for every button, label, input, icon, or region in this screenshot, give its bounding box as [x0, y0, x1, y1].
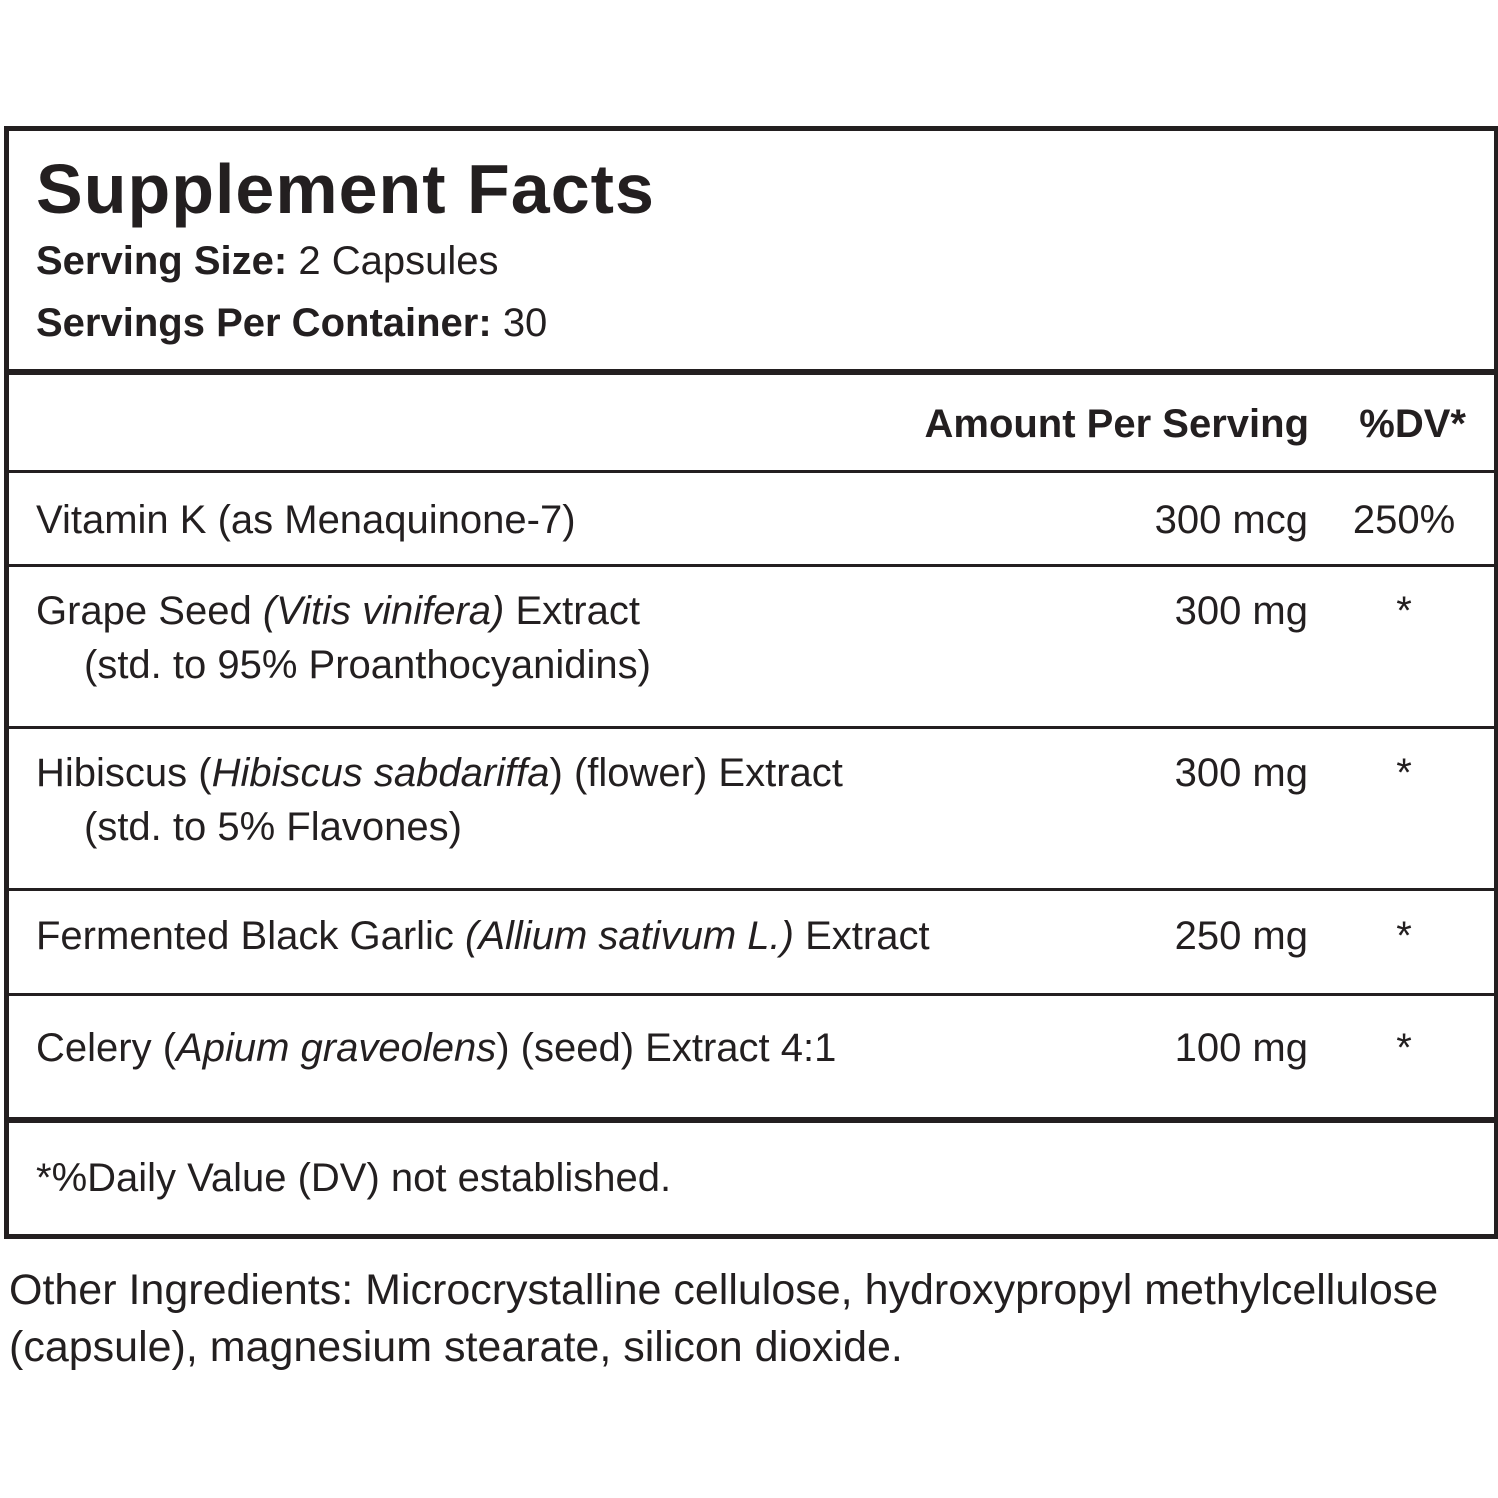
ingredient-standardization: (std. to 5% Flavones) — [84, 805, 462, 849]
ingredient-amount: 300 mg — [1174, 751, 1308, 795]
servings-per-container — [36, 301, 547, 346]
ingredient-standardization: (std. to 95% Proanthocyanidins) — [84, 643, 651, 687]
divider — [9, 470, 1494, 473]
dv-footnote: *%Daily Value (DV) not established. — [36, 1156, 672, 1200]
ingredient-dv: 250% — [1352, 498, 1456, 542]
panel-title: Supplement Facts — [36, 150, 655, 228]
amount-per-serving-header: Amount Per Serving — [924, 402, 1309, 446]
divider — [9, 726, 1494, 729]
ingredient-dv: * — [1396, 1026, 1412, 1070]
ingredient-dv: * — [1396, 751, 1412, 795]
ingredient-name: Celery (Apium graveolens) (seed) Extract 4:1 — [36, 1026, 837, 1070]
ingredient-name: Vitamin K (as Menaquinone-7) — [36, 498, 576, 542]
ingredient-amount: 300 mcg — [1154, 498, 1308, 542]
servings-per-container-label: Servings Per Container: — [36, 301, 492, 345]
supplement-facts-panel — [4, 126, 1498, 1239]
ingredient-dv: * — [1396, 914, 1412, 958]
dv-header: %DV* — [1359, 402, 1466, 446]
ingredient-dv: * — [1396, 589, 1412, 633]
serving-size — [36, 239, 498, 284]
divider — [9, 1117, 1494, 1123]
serving-size-value: 2 Capsules — [298, 239, 499, 283]
divider — [9, 888, 1494, 891]
ingredient-name: Fermented Black Garlic (Allium sativum L.) Extract — [36, 914, 930, 958]
ingredient-name: Grape Seed (Vitis vinifera) Extract (std. to 95% Proanthocyanidins) — [36, 584, 651, 692]
divider — [9, 993, 1494, 996]
other-ingredients: Other Ingredients: Microcrystalline cellulose, hydroxypropyl methylcellulose (capsule), magnesium stearate, silicon dioxide. — [9, 1266, 1439, 1371]
serving-size-label: Serving Size: — [36, 239, 288, 283]
divider — [9, 369, 1494, 375]
divider — [9, 564, 1494, 567]
ingredient-amount: 100 mg — [1174, 1026, 1308, 1070]
servings-per-container-value: 30 — [502, 301, 548, 345]
ingredient-name: Hibiscus (Hibiscus sabdariffa) (flower) Extract (std. to 5% Flavones) — [36, 746, 843, 854]
ingredient-amount: 300 mg — [1174, 589, 1308, 633]
ingredient-amount: 250 mg — [1174, 914, 1308, 958]
